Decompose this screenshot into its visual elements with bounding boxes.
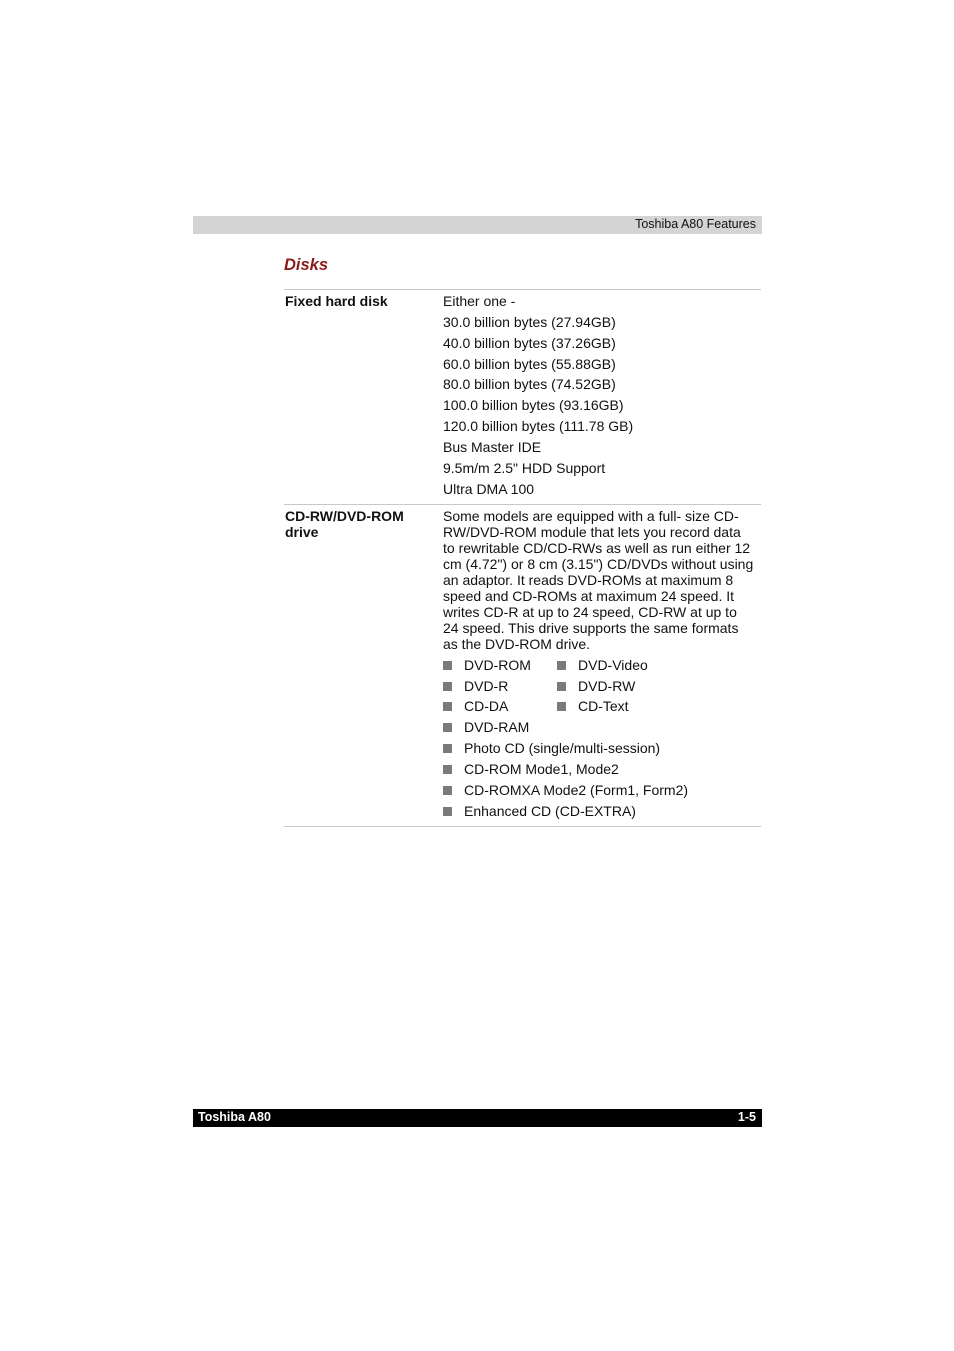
square-bullet-icon	[443, 661, 452, 670]
format-item	[443, 676, 508, 696]
format-label: Photo CD (single/multi-session)	[464, 740, 661, 756]
format-label: Enhanced CD (CD-EXTRA)	[464, 803, 636, 819]
label-line: drive	[285, 524, 319, 540]
format-item	[443, 738, 660, 758]
square-bullet-icon	[443, 765, 452, 774]
format-label: CD-ROM Mode1, Mode2	[464, 761, 619, 777]
format-label: DVD-R	[464, 678, 509, 694]
format-item	[557, 696, 629, 716]
page-number: 1-5	[737, 1110, 756, 1124]
square-bullet-icon	[443, 702, 452, 711]
spec-line: 9.5m/m 2.5" HDD Support	[443, 459, 606, 476]
format-item	[443, 717, 529, 737]
square-bullet-icon	[557, 661, 566, 670]
format-label: CD-DA	[464, 698, 509, 714]
spec-line: 40.0 billion bytes (37.26GB)	[443, 334, 616, 351]
optical-drive-description: Some models are equipped with a full- size CD-RW/DVD-ROM module that lets you record data to rewritable CD/CD-RWs as well as run either 12 cm (4.72") or 8 cm (3.15") CD/DVDs without using an adaptor. It reads DVD-ROMs at maximum 8 speed and CD-ROMs at maximum 24 speed. It writes CD-R at up to 24 speed, CD-RW at up to 24 speed. This drive supports the same formats as the DVD-ROM drive.	[443, 508, 754, 652]
spec-label-hard-disk: Fixed hard disk	[285, 293, 388, 309]
square-bullet-icon	[443, 807, 452, 816]
spec-line: Either one -	[443, 293, 516, 309]
format-item	[443, 801, 636, 821]
format-label: CD-Text	[578, 698, 629, 714]
header-title: Toshiba A80 Features	[635, 217, 756, 231]
spec-line: 100.0 billion bytes (93.16GB)	[443, 397, 624, 414]
table-top-rule	[284, 289, 761, 290]
format-label: DVD-ROM	[464, 657, 531, 673]
format-label: DVD-RW	[578, 678, 636, 694]
spec-line: 60.0 billion bytes (55.88GB)	[443, 355, 616, 372]
format-item	[557, 676, 635, 696]
row-divider	[284, 504, 761, 505]
section-title: Disks	[284, 256, 329, 274]
spec-line: 120.0 billion bytes (111.78 GB)	[443, 418, 634, 435]
square-bullet-icon	[443, 723, 452, 732]
format-label: DVD-RAM	[464, 719, 530, 735]
format-label: CD-ROMXA Mode2 (Form1, Form2)	[464, 782, 689, 798]
square-bullet-icon	[557, 702, 566, 711]
square-bullet-icon	[557, 682, 566, 691]
format-item	[443, 696, 508, 716]
spec-line: Bus Master IDE	[443, 438, 542, 455]
square-bullet-icon	[443, 682, 452, 691]
square-bullet-icon	[443, 744, 452, 753]
format-item	[557, 655, 648, 675]
hard-disk-spec-list	[443, 291, 633, 499]
format-label: DVD-Video	[578, 657, 648, 673]
spec-line: 30.0 billion bytes (27.94GB)	[443, 313, 616, 330]
table-bottom-rule	[284, 826, 761, 827]
footer-product-name: Toshiba A80	[198, 1110, 271, 1124]
format-item	[443, 780, 688, 800]
label-line: CD-RW/DVD-ROM	[285, 508, 404, 524]
page-header-bar	[193, 216, 762, 234]
square-bullet-icon	[443, 786, 452, 795]
spec-line: 80.0 billion bytes (74.52GB)	[443, 376, 616, 393]
spec-label-optical-drive	[285, 508, 404, 540]
page-footer-bar	[193, 1109, 762, 1127]
format-item	[443, 655, 531, 675]
spec-line: Ultra DMA 100	[443, 480, 535, 497]
format-item	[443, 759, 619, 779]
